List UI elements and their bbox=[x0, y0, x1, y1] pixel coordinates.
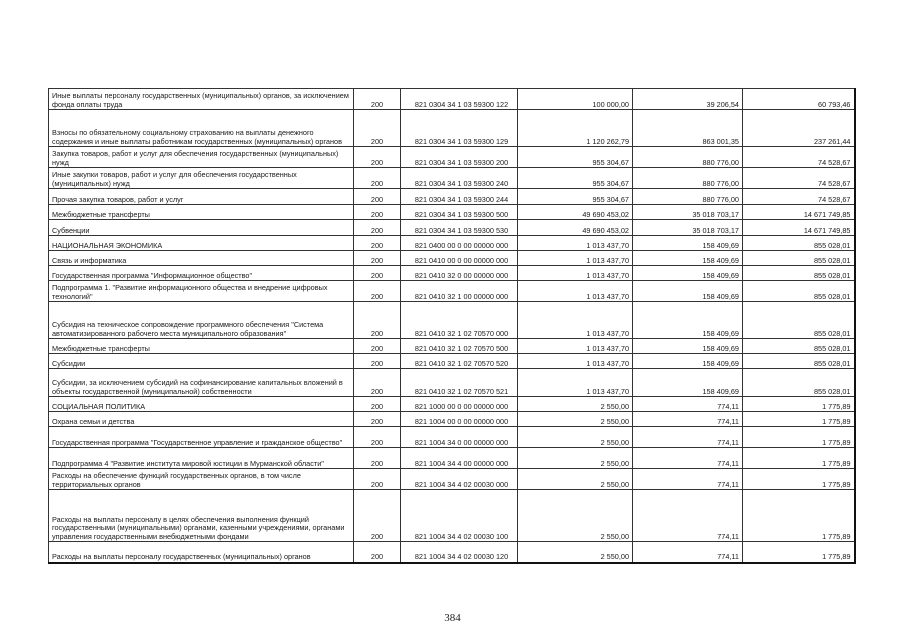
row-executed-amount: 158 409,69 bbox=[633, 281, 743, 302]
row-executed-amount: 158 409,69 bbox=[633, 302, 743, 339]
row-approved-amount: 1 013 437,70 bbox=[518, 302, 633, 339]
table-row bbox=[49, 147, 855, 168]
table-row bbox=[49, 110, 855, 147]
row-approved-amount: 2 550,00 bbox=[518, 469, 633, 490]
row-executed-amount: 158 409,69 bbox=[633, 266, 743, 281]
row-approved-amount: 1 013 437,70 bbox=[518, 369, 633, 397]
table-row bbox=[49, 397, 855, 412]
row-approved-amount: 1 013 437,70 bbox=[518, 266, 633, 281]
row-approved-amount: 2 550,00 bbox=[518, 448, 633, 469]
row-line-code: 200 bbox=[354, 89, 401, 110]
row-unexecuted-amount: 1 775,89 bbox=[743, 542, 855, 563]
row-budget-code: 821 0304 34 1 03 59300 244 bbox=[401, 189, 518, 205]
row-budget-code: 821 0304 34 1 03 59300 129 bbox=[401, 110, 518, 147]
row-approved-amount: 2 550,00 bbox=[518, 490, 633, 542]
row-line-code: 200 bbox=[354, 354, 401, 369]
table-row bbox=[49, 251, 855, 266]
row-line-code: 200 bbox=[354, 490, 401, 542]
row-unexecuted-amount: 74 528,67 bbox=[743, 168, 855, 189]
row-approved-amount: 2 550,00 bbox=[518, 397, 633, 412]
row-line-code: 200 bbox=[354, 427, 401, 448]
table-row bbox=[49, 369, 855, 397]
row-unexecuted-amount: 855 028,01 bbox=[743, 251, 855, 266]
row-line-code: 200 bbox=[354, 110, 401, 147]
row-name: Иные выплаты персоналу государственных (муниципальных) органов, за исключением фонда оплаты труда bbox=[49, 89, 354, 110]
row-executed-amount: 774,11 bbox=[633, 397, 743, 412]
row-line-code: 200 bbox=[354, 412, 401, 427]
row-name: Государственная программа "Государственное управление и гражданское общество" bbox=[49, 427, 354, 448]
row-approved-amount: 49 690 453,02 bbox=[518, 205, 633, 220]
row-unexecuted-amount: 855 028,01 bbox=[743, 354, 855, 369]
table-row bbox=[49, 205, 855, 220]
row-approved-amount: 2 550,00 bbox=[518, 427, 633, 448]
row-unexecuted-amount: 14 671 749,85 bbox=[743, 205, 855, 220]
row-approved-amount: 955 304,67 bbox=[518, 189, 633, 205]
row-name: Субсидии bbox=[49, 354, 354, 369]
row-approved-amount: 49 690 453,02 bbox=[518, 220, 633, 236]
row-line-code: 200 bbox=[354, 542, 401, 563]
row-unexecuted-amount: 855 028,01 bbox=[743, 302, 855, 339]
row-executed-amount: 774,11 bbox=[633, 542, 743, 563]
row-name: Взносы по обязательному социальному страхованию на выплаты денежного содержания и иные выплаты работникам государственных (муниципальных) органов bbox=[49, 110, 354, 147]
table-row bbox=[49, 266, 855, 281]
row-line-code: 200 bbox=[354, 397, 401, 412]
row-budget-code: 821 1004 34 4 02 00030 120 bbox=[401, 542, 518, 563]
page-number: 384 bbox=[444, 612, 461, 624]
row-unexecuted-amount: 855 028,01 bbox=[743, 266, 855, 281]
row-name: СОЦИАЛЬНАЯ ПОЛИТИКА bbox=[49, 397, 354, 412]
row-unexecuted-amount: 74 528,67 bbox=[743, 147, 855, 168]
row-name: Расходы на обеспечение функций государственных органов, в том числе территориальных органов bbox=[49, 469, 354, 490]
row-name: Связь и информатика bbox=[49, 251, 354, 266]
row-budget-code: 821 1004 34 4 02 00030 100 bbox=[401, 490, 518, 542]
row-budget-code: 821 0410 32 1 02 70570 500 bbox=[401, 339, 518, 354]
row-executed-amount: 863 001,35 bbox=[633, 110, 743, 147]
row-name: Государственная программа "Информационное общество" bbox=[49, 266, 354, 281]
row-unexecuted-amount: 237 261,44 bbox=[743, 110, 855, 147]
row-unexecuted-amount: 1 775,89 bbox=[743, 448, 855, 469]
table-row bbox=[49, 412, 855, 427]
row-executed-amount: 158 409,69 bbox=[633, 339, 743, 354]
row-line-code: 200 bbox=[354, 369, 401, 397]
row-executed-amount: 35 018 703,17 bbox=[633, 205, 743, 220]
table-row bbox=[49, 427, 855, 448]
row-executed-amount: 880 776,00 bbox=[633, 147, 743, 168]
budget-execution-table bbox=[48, 88, 856, 564]
row-approved-amount: 955 304,67 bbox=[518, 168, 633, 189]
row-unexecuted-amount: 855 028,01 bbox=[743, 236, 855, 251]
row-budget-code: 821 0410 32 0 00 00000 000 bbox=[401, 266, 518, 281]
row-unexecuted-amount: 1 775,89 bbox=[743, 490, 855, 542]
row-budget-code: 821 0304 34 1 03 59300 530 bbox=[401, 220, 518, 236]
row-budget-code: 821 1004 00 0 00 00000 000 bbox=[401, 412, 518, 427]
row-executed-amount: 158 409,69 bbox=[633, 236, 743, 251]
row-name: Межбюджетные трансферты bbox=[49, 339, 354, 354]
row-line-code: 200 bbox=[354, 266, 401, 281]
row-budget-code: 821 1004 34 4 00 00000 000 bbox=[401, 448, 518, 469]
row-approved-amount: 1 013 437,70 bbox=[518, 339, 633, 354]
row-unexecuted-amount: 855 028,01 bbox=[743, 339, 855, 354]
row-unexecuted-amount: 1 775,89 bbox=[743, 412, 855, 427]
row-budget-code: 821 0400 00 0 00 00000 000 bbox=[401, 236, 518, 251]
row-name: Охрана семьи и детства bbox=[49, 412, 354, 427]
row-approved-amount: 1 013 437,70 bbox=[518, 251, 633, 266]
row-budget-code: 821 0304 34 1 03 59300 122 bbox=[401, 89, 518, 110]
row-budget-code: 821 0410 32 1 02 70570 521 bbox=[401, 369, 518, 397]
row-line-code: 200 bbox=[354, 469, 401, 490]
row-name: Подпрограмма 4 "Развитие института мировой юстиции в Мурманской области" bbox=[49, 448, 354, 469]
table-row bbox=[49, 281, 855, 302]
row-executed-amount: 158 409,69 bbox=[633, 354, 743, 369]
row-approved-amount: 2 550,00 bbox=[518, 412, 633, 427]
row-executed-amount: 39 206,54 bbox=[633, 89, 743, 110]
row-unexecuted-amount: 60 793,46 bbox=[743, 89, 855, 110]
row-name: Подпрограмма 1. "Развитие информационного общества и внедрение цифровых технологий" bbox=[49, 281, 354, 302]
row-line-code: 200 bbox=[354, 189, 401, 205]
row-name: Прочая закупка товаров, работ и услуг bbox=[49, 189, 354, 205]
table-row bbox=[49, 490, 855, 542]
row-line-code: 200 bbox=[354, 448, 401, 469]
row-name: НАЦИОНАЛЬНАЯ ЭКОНОМИКА bbox=[49, 236, 354, 251]
table-row bbox=[49, 302, 855, 339]
row-budget-code: 821 0410 32 1 02 70570 000 bbox=[401, 302, 518, 339]
row-budget-code: 821 0304 34 1 03 59300 500 bbox=[401, 205, 518, 220]
row-name: Расходы на выплаты персоналу в целях обеспечения выполнения функций государственными (муниципальными) органами, казенными учреждениями, органами управления государственными внебюджетными фондами bbox=[49, 490, 354, 542]
table-row bbox=[49, 542, 855, 563]
row-approved-amount: 100 000,00 bbox=[518, 89, 633, 110]
row-executed-amount: 35 018 703,17 bbox=[633, 220, 743, 236]
row-line-code: 200 bbox=[354, 302, 401, 339]
row-approved-amount: 1 013 437,70 bbox=[518, 354, 633, 369]
row-unexecuted-amount: 74 528,67 bbox=[743, 189, 855, 205]
row-line-code: 200 bbox=[354, 251, 401, 266]
row-approved-amount: 2 550,00 bbox=[518, 542, 633, 563]
row-budget-code: 821 1004 34 0 00 00000 000 bbox=[401, 427, 518, 448]
row-budget-code: 821 0410 32 1 00 00000 000 bbox=[401, 281, 518, 302]
table-row bbox=[49, 469, 855, 490]
row-approved-amount: 955 304,67 bbox=[518, 147, 633, 168]
row-unexecuted-amount: 855 028,01 bbox=[743, 281, 855, 302]
row-name: Субсидии, за исключением субсидий на софинансирование капитальных вложений в объекты государственной (муниципальной) собственности bbox=[49, 369, 354, 397]
row-executed-amount: 774,11 bbox=[633, 490, 743, 542]
row-unexecuted-amount: 1 775,89 bbox=[743, 397, 855, 412]
row-name: Закупка товаров, работ и услуг для обеспечения государственных (муниципальных) нужд bbox=[49, 147, 354, 168]
row-approved-amount: 1 013 437,70 bbox=[518, 236, 633, 251]
row-budget-code: 821 0304 34 1 03 59300 200 bbox=[401, 147, 518, 168]
row-executed-amount: 158 409,69 bbox=[633, 251, 743, 266]
row-line-code: 200 bbox=[354, 205, 401, 220]
table-row bbox=[49, 236, 855, 251]
row-executed-amount: 774,11 bbox=[633, 469, 743, 490]
row-executed-amount: 774,11 bbox=[633, 448, 743, 469]
row-name: Расходы на выплаты персоналу государственных (муниципальных) органов bbox=[49, 542, 354, 563]
row-executed-amount: 158 409,69 bbox=[633, 369, 743, 397]
row-budget-code: 821 1004 34 4 02 00030 000 bbox=[401, 469, 518, 490]
row-line-code: 200 bbox=[354, 147, 401, 168]
row-budget-code: 821 0304 34 1 03 59300 240 bbox=[401, 168, 518, 189]
row-executed-amount: 774,11 bbox=[633, 412, 743, 427]
table-row bbox=[49, 339, 855, 354]
row-name: Иные закупки товаров, работ и услуг для обеспечения государственных (муниципальных) нужд bbox=[49, 168, 354, 189]
row-budget-code: 821 1000 00 0 00 00000 000 bbox=[401, 397, 518, 412]
row-executed-amount: 880 776,00 bbox=[633, 189, 743, 205]
row-name: Межбюджетные трансферты bbox=[49, 205, 354, 220]
table-row bbox=[49, 168, 855, 189]
row-line-code: 200 bbox=[354, 339, 401, 354]
row-budget-code: 821 0410 32 1 02 70570 520 bbox=[401, 354, 518, 369]
table-row bbox=[49, 448, 855, 469]
row-executed-amount: 880 776,00 bbox=[633, 168, 743, 189]
row-name: Субсидия на техническое сопровождение программного обеспечения "Система автоматизированного рабочего места муниципального образования" bbox=[49, 302, 354, 339]
row-unexecuted-amount: 855 028,01 bbox=[743, 369, 855, 397]
row-line-code: 200 bbox=[354, 220, 401, 236]
row-line-code: 200 bbox=[354, 281, 401, 302]
row-unexecuted-amount: 1 775,89 bbox=[743, 427, 855, 448]
row-approved-amount: 1 013 437,70 bbox=[518, 281, 633, 302]
table-row bbox=[49, 354, 855, 369]
table-row bbox=[49, 89, 855, 110]
row-line-code: 200 bbox=[354, 168, 401, 189]
row-budget-code: 821 0410 00 0 00 00000 000 bbox=[401, 251, 518, 266]
row-unexecuted-amount: 14 671 749,85 bbox=[743, 220, 855, 236]
row-unexecuted-amount: 1 775,89 bbox=[743, 469, 855, 490]
row-line-code: 200 bbox=[354, 236, 401, 251]
row-name: Субвенции bbox=[49, 220, 354, 236]
row-executed-amount: 774,11 bbox=[633, 427, 743, 448]
table-row bbox=[49, 220, 855, 236]
table-row bbox=[49, 189, 855, 205]
row-approved-amount: 1 120 262,79 bbox=[518, 110, 633, 147]
